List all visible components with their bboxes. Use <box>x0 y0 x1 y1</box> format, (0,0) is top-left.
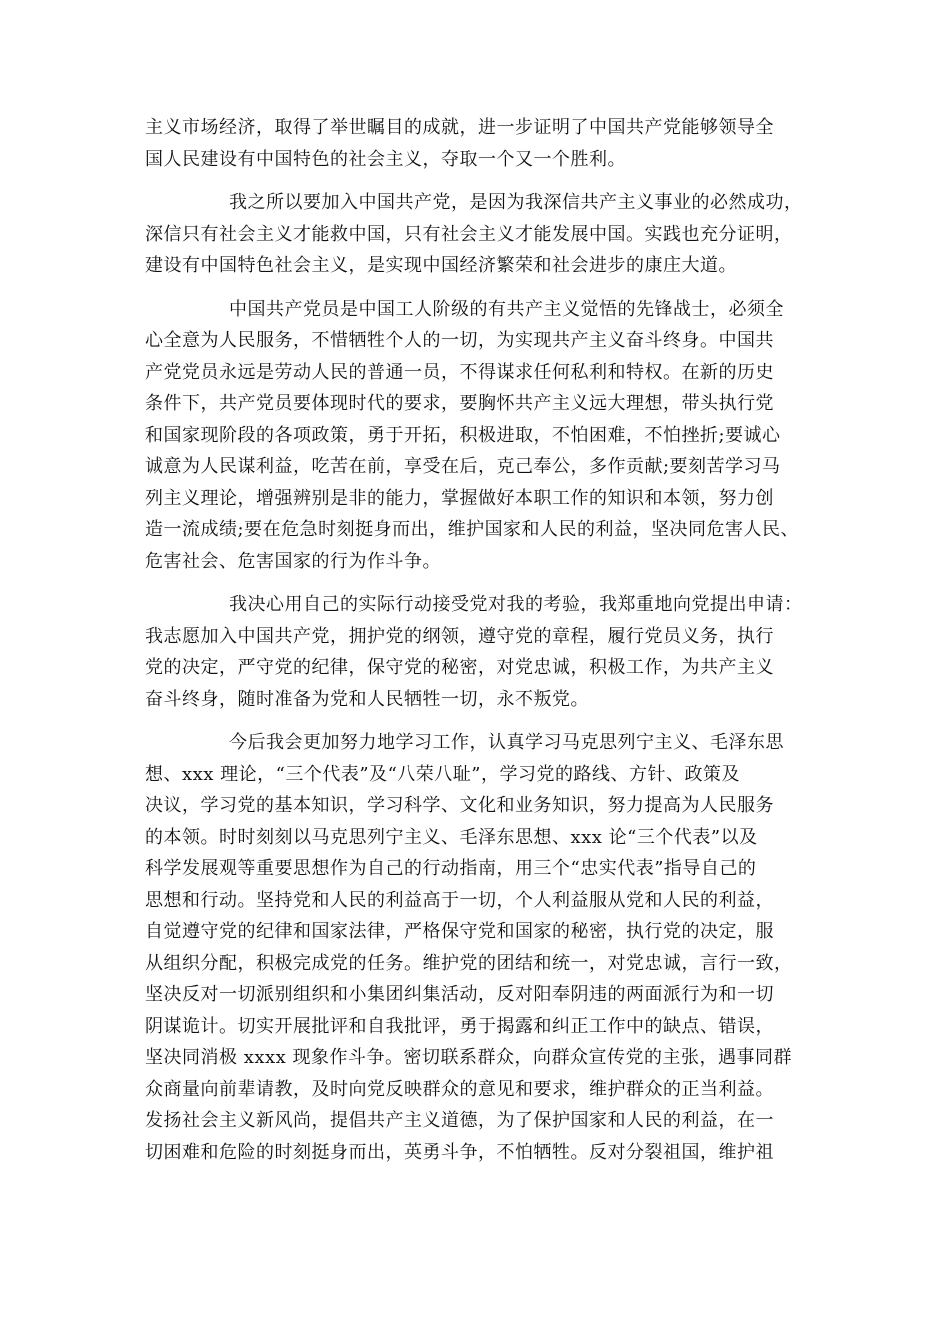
paragraph-5 <box>145 727 825 1168</box>
paragraph-1 <box>145 112 825 175</box>
text-line: 我志愿加入中国共产党，拥护党的纲领，遵守党的章程，履行党员义务，执行 <box>145 625 774 647</box>
text-line: 心全意为人民服务，不惜牺牲个人的一切，为实现共产主义奋斗终身。中国共 <box>145 330 774 351</box>
text-line: 众商量向前辈请教，及时向党反映群众的意见和要求，维护群众的正当利益。 <box>145 1078 774 1100</box>
document-body <box>145 112 825 1168</box>
text-line: 决议，学习党的基本知识，学习科学、文化和业务知识，努力提高为人民服务 <box>145 795 774 816</box>
paragraph-2 <box>145 187 825 282</box>
text-line: 阴谋诡计。切实开展批评和自我批评，勇于揭露和纠正工作中的缺点、错误， <box>145 1015 774 1037</box>
text-line: 和国家现阶段的各项政策，勇于开拓，积极进取，不怕困难，不怕挫折;要诚心 <box>145 424 781 446</box>
text-line: 中国共产党员是中国工人阶级的有共产主义觉悟的先锋战士，必须全 <box>229 298 784 320</box>
text-line: 造一流成绩;要在危急时刻挺身而出，维护国家和人民的利益，坚决同危害人民、 <box>145 519 800 540</box>
paragraph-4 <box>145 589 825 715</box>
text-line: 科学发展观等重要思想作为自己的行动指南，用三个“忠实代表”指导自己的 <box>145 858 757 879</box>
text-line: 发扬社会主义新风尚，提倡共产主义道德，为了保护国家和人民的利益，在一 <box>145 1110 774 1131</box>
text-line: 奋斗终身，随时准备为党和人民牺牲一切，永不叛党。 <box>145 688 589 710</box>
text-line: 我之所以要加入中国共产党，是因为我深信共产主义事业的必然成功， <box>229 192 803 213</box>
text-line: 今后我会更加努力地学习工作，认真学习马克思列宁主义、毛泽东思 <box>229 732 784 753</box>
paragraph-3 <box>145 294 825 578</box>
text-line: 危害社会、危害国家的行为作斗争。 <box>145 550 441 572</box>
text-line: 列主义理论，增强辨别是非的能力，掌握做好本职工作的知识和本领，努力创 <box>145 487 774 509</box>
text-line: 思想和行动。坚持党和人民的利益高于一切，个人利益服从党和人民的利益， <box>145 889 774 911</box>
text-line: 想、xxx 理论，“三个代表”及“八荣八耻”，学习党的路线、方针、政策及 <box>145 763 740 785</box>
text-line: 国人民建设有中国特色的社会主义，夺取一个又一个胜利。 <box>145 148 626 170</box>
text-line: 条件下，共产党员要体现时代的要求，要胸怀共产主义远大理想，带头执行党 <box>145 393 774 414</box>
text-line: 建设有中国特色社会主义，是实现中国经济繁荣和社会进步的康庄大道。 <box>145 255 737 276</box>
text-line: 切困难和危险的时刻挺身而出，英勇斗争，不怕牺牲。反对分裂祖国，维护祖 <box>145 1141 774 1163</box>
text-line: 自觉遵守党的纪律和国家法律，严格保守党和国家的秘密，执行党的决定，服 <box>145 921 774 942</box>
text-line: 党的决定，严守党的纪律，保守党的秘密，对党忠诚，积极工作，为共产主义 <box>145 657 774 678</box>
text-line: 坚决同消极 xxxx 现象作斗争。密切联系群众，向群众宣传党的主张，遇事同群 <box>145 1047 793 1068</box>
text-line: 从组织分配，积极完成党的任务。维护党的团结和统一，对党忠诚，言行一致， <box>145 952 793 974</box>
text-line: 的本领。时时刻刻以马克思列宁主义、毛泽东思想、xxx 论“三个代表”以及 <box>145 826 758 848</box>
text-line: 主义市场经济，取得了举世瞩目的成就，进一步证明了中国共产党能够领导全 <box>145 117 774 138</box>
text-line: 我决心用自己的实际行动接受党对我的考验，我郑重地向党提出申请： <box>229 594 803 615</box>
text-line: 坚决反对一切派别组织和小集团纠集活动，反对阳奉阴违的两面派行为和一切 <box>145 984 774 1005</box>
text-line: 产党党员永远是劳动人民的普通一员，不得谋求任何私利和特权。在新的历史 <box>145 361 774 383</box>
text-line: 诚意为人民谋利益，吃苦在前，享受在后，克己奉公，多作贡献;要刻苦学习马 <box>145 456 781 477</box>
text-line: 深信只有社会主义才能救中国，只有社会主义才能发展中国。实践也充分证明， <box>145 223 793 245</box>
